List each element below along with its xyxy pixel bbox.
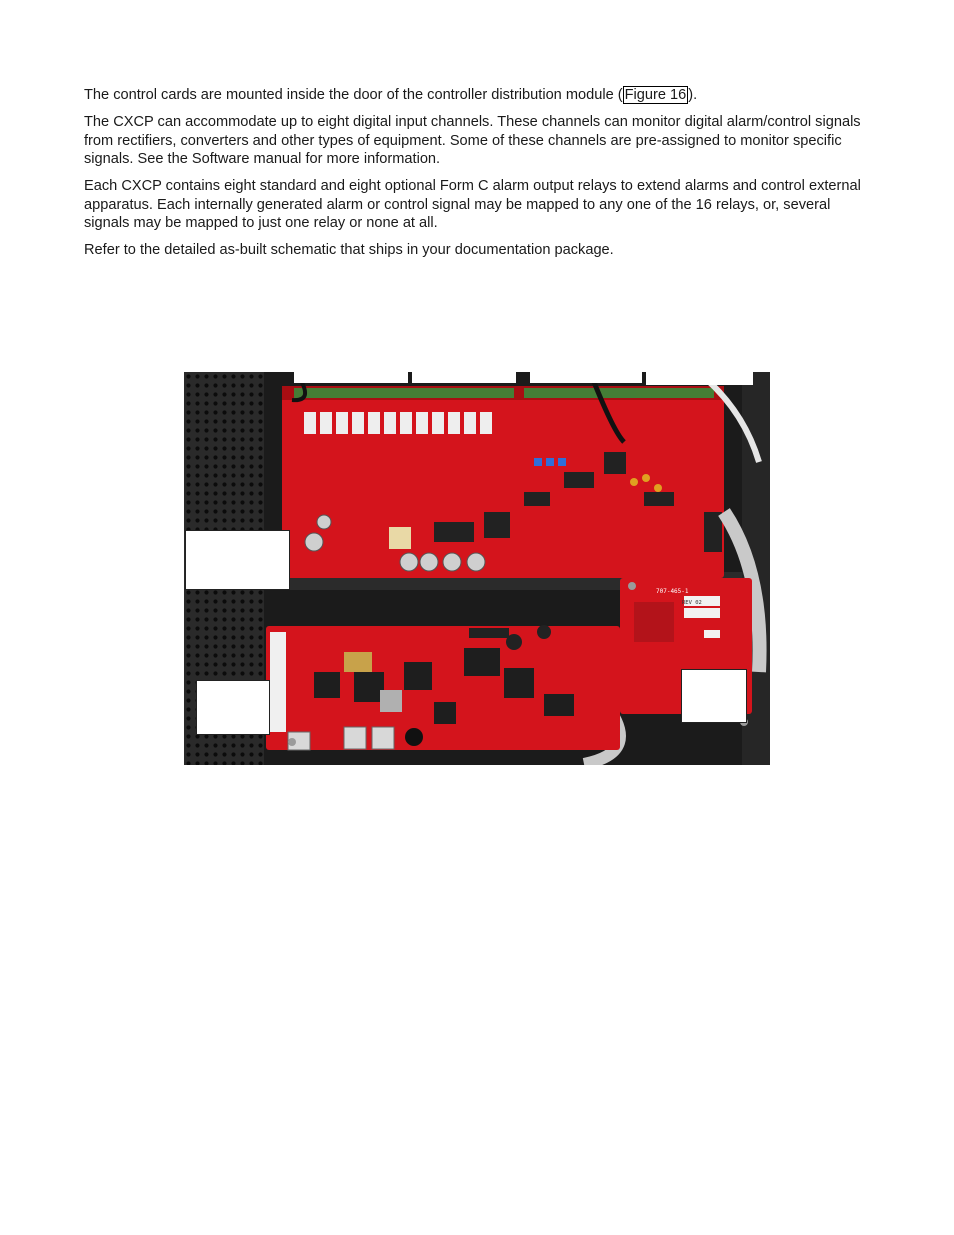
paragraph-2: The CXCP can accommodate up to eight digital input channels. These channels can monitor digital alarm/control signals from rectifiers, converters and other types of equipment. Some of these channels are pre-assigned to monitor specific signals. See the Software manual for more information. — [84, 114, 861, 167]
upper-board — [282, 376, 724, 578]
body-text — [84, 86, 874, 268]
option-board-rev: REV 02 — [682, 600, 702, 606]
callout-top-1 — [294, 372, 408, 383]
callout-top-3 — [530, 372, 642, 383]
callout-box-right — [681, 669, 747, 723]
callout-box-left-lower — [196, 680, 270, 735]
paragraph-1: The control cards are mounted inside the door of the controller distribution module ( Figure 16 ). — [84, 87, 698, 103]
option-board-label: 707-465-1 — [656, 588, 689, 595]
figure-16-link[interactable]: Figure 16 — [624, 87, 687, 103]
callout-top-4 — [646, 372, 753, 385]
callout-box-left-upper — [185, 530, 290, 590]
paragraph-3: Each CXCP contains eight standard and eight optional Form C alarm output relays to extend alarms and control external apparatus. Each internally generated alarm or control signal may be mapped to any one of the 16 relays, or, several signals may be mapped to just one relay or none at all. — [84, 178, 861, 231]
paragraph-4: Refer to the detailed as-built schematic that ships in your documentation package. — [84, 242, 614, 258]
callout-top-2 — [412, 372, 516, 383]
control-cards-photo — [184, 372, 770, 765]
lower-board — [266, 625, 620, 750]
